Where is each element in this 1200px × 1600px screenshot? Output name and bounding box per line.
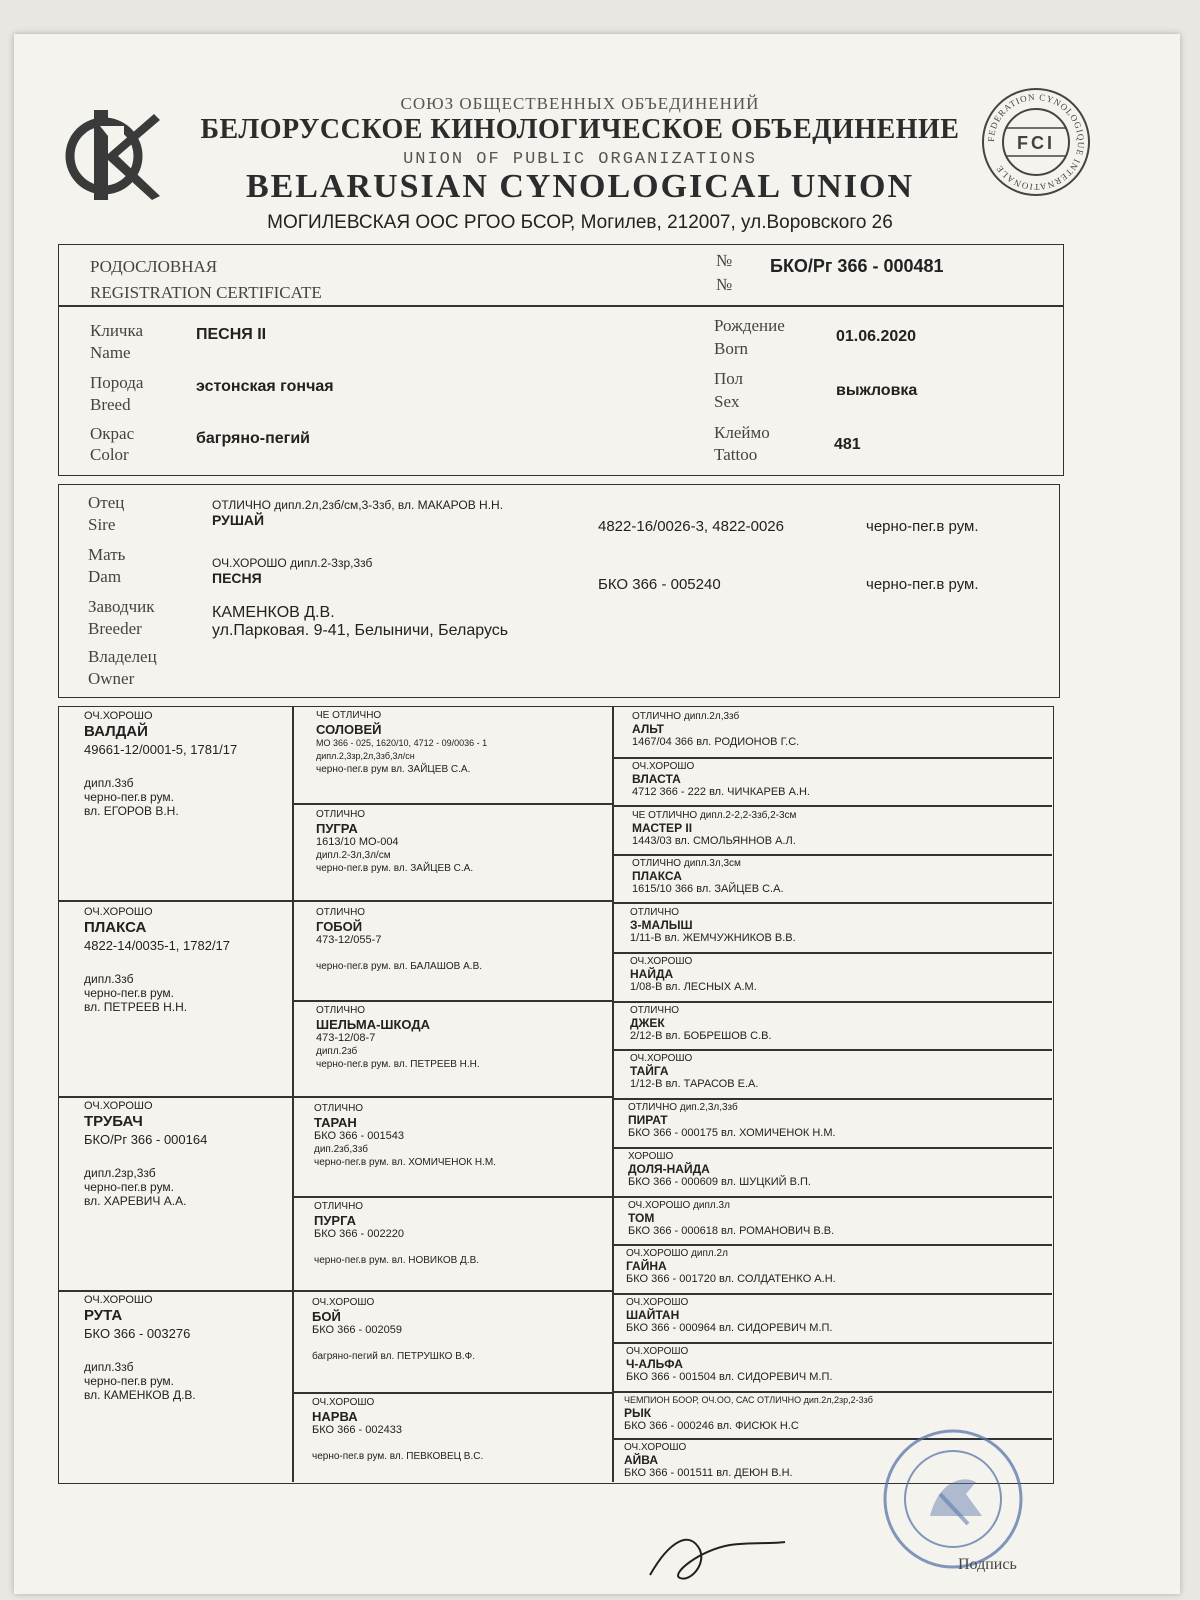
ancestor-color: черно-пег.в рум. xyxy=(84,1180,175,1194)
ancestor-name: ДОЛЯ-НАЙДА xyxy=(628,1162,710,1176)
ancestor-title: ОЧ.ХОРОШО xyxy=(630,1053,693,1064)
ancestor-name: ДЖЕК xyxy=(630,1016,665,1030)
ancestor-name: ПЛАКСА xyxy=(632,869,682,883)
breeder-label-en: Breeder xyxy=(88,619,142,638)
gen2-ancestor xyxy=(316,808,606,875)
ancestor-line1: 473-12/08-7 xyxy=(316,1032,376,1044)
gen1-ancestor xyxy=(84,710,284,818)
gen3-divider xyxy=(612,952,1052,954)
ancestor-line: БКО 366 - 000618 вл. РОМАНОВИЧ В.В. xyxy=(628,1225,835,1237)
dog-sex: выжловка xyxy=(836,382,918,399)
gen1-ancestor xyxy=(84,1294,284,1402)
gen2-ancestor xyxy=(316,906,606,973)
gen2-ancestor xyxy=(314,1200,604,1267)
ancestor-name: АЛЬТ xyxy=(632,722,664,736)
breeder-address: ул.Парковая. 9-41, Белыничи, Беларусь xyxy=(212,622,509,639)
gen3-divider xyxy=(612,1098,1052,1100)
ancestor-line3: черно-пег.в рум. вл. БАЛАШОВ А.В. xyxy=(316,961,483,972)
gen3-divider xyxy=(612,1293,1052,1295)
ancestor-line3: черно-пег.в рум вл. ЗАЙЦЕВ С.А. xyxy=(316,764,471,775)
ancestor-name: РУТА xyxy=(84,1307,123,1324)
ancestor-name: НАЙДА xyxy=(630,967,674,981)
ancestor-line3: черно-пег.в рум. вл. ПЕТРЕЕВ Н.Н. xyxy=(316,1059,480,1070)
signature-scribble xyxy=(640,1520,790,1590)
ancestor-title: ОТЛИЧНО дипл.3л,3см xyxy=(632,858,741,869)
breed-label-en: Breed xyxy=(90,395,131,414)
owner-label-ru: Владелец xyxy=(88,647,157,666)
ancestor-line: БКО 366 - 001504 вл. СИДОРЕВИЧ М.П. xyxy=(626,1371,833,1383)
ancestor-name: ГОБОЙ xyxy=(316,919,363,934)
ancestor-title: ЧЕ ОТЛИЧНО xyxy=(316,710,382,721)
ancestor-reg: 49661-12/0001-5, 1781/17 xyxy=(84,742,238,757)
ancestor-name: ТОМ xyxy=(628,1211,655,1225)
ancestor-line2: дипл.2зб xyxy=(316,1046,358,1057)
gen2-divider xyxy=(292,1290,614,1292)
dog-color: багряно-пегий xyxy=(196,430,311,447)
sire-titles: ОТЛИЧНО дипл.2л,2зб/см,3-3зб, вл. МАКАРОВ Н.Н. xyxy=(212,498,504,512)
gen3-divider xyxy=(612,1147,1052,1149)
fci-text: FCI xyxy=(1017,133,1055,153)
ancestor-name: ПЛАКСА xyxy=(84,919,147,936)
union-ru-heading: СОЮЗ ОБЩЕСТВЕННЫХ ОБЪЕДИНЕНИЙ xyxy=(400,94,760,113)
ancestor-line3: черно-пег.в рум. вл. ХОМИЧЕНОК Н.М. xyxy=(314,1157,496,1168)
ancestor-title: ОЧ.ХОРОШО дипл.2л xyxy=(626,1248,728,1259)
ancestor-line: 1/12-В вл. ТАРАСОВ Е.А. xyxy=(630,1078,759,1090)
sire-reg: 4822-16/0026-3, 4822-0026 xyxy=(598,518,784,535)
ancestor-title: ОТЛИЧНО xyxy=(316,809,366,820)
ancestor-title: ОТЛИЧНО дипл.2л,3зб xyxy=(632,711,740,722)
ancestor-title: ОЧ.ХОРОШО xyxy=(626,1297,689,1308)
ancestor-diploma: дипл.3зб xyxy=(84,972,134,986)
ancestor-name: ГАЙНА xyxy=(626,1259,667,1273)
gen3-ancestor xyxy=(626,1345,1042,1384)
born-label-ru: Рождение xyxy=(714,316,785,335)
owner-label-en: Owner xyxy=(88,669,135,688)
ancestor-title: ОЧ.ХОРОШО xyxy=(626,1346,689,1357)
ancestor-name: ПУГРА xyxy=(316,821,358,836)
ancestor-owner: вл. ЕГОРОВ В.Н. xyxy=(84,804,179,818)
ancestor-line1: БКО 366 - 001543 xyxy=(314,1130,404,1142)
ancestor-title: ОЧ.ХОРОШО xyxy=(630,956,693,967)
ancestor-line: БКО 366 - 000964 вл. СИДОРЕВИЧ М.П. xyxy=(626,1322,833,1334)
dam-label-ru: Мать xyxy=(88,545,126,564)
ancestor-owner: вл. КАМЕНКОВ Д.В. xyxy=(84,1388,196,1402)
tattoo-label-en: Tattoo xyxy=(714,445,758,464)
born-label-en: Born xyxy=(714,339,748,358)
gen3-divider xyxy=(612,805,1052,807)
ancestor-title: ЧЕМПИОН БООР, ОЧ.ОО, САС ОТЛИЧНО дип.2л,2зр,2-3зб xyxy=(624,1395,873,1405)
gen1-divider xyxy=(58,1290,294,1292)
gen3-ancestor xyxy=(630,955,1046,994)
ancestor-line: 4712 366 - 222 вл. ЧИЧКАРЕВ А.Н. xyxy=(632,786,810,798)
ancestor-name: ТРУБАЧ xyxy=(84,1113,143,1130)
gen3-divider xyxy=(612,854,1052,856)
ancestor-title: ОТЛИЧНО xyxy=(630,907,680,918)
breed-label-ru: Порода xyxy=(90,373,144,392)
gen3-divider xyxy=(612,902,1052,904)
ancestor-reg: БКО/Рг 366 - 000164 xyxy=(84,1132,208,1147)
sire-label-en: Sire xyxy=(88,515,116,534)
ancestor-color: черно-пег.в рум. xyxy=(84,1374,175,1388)
ancestor-name: ШЕЛЬМА-ШКОДА xyxy=(316,1017,431,1032)
ancestor-title: ОТЛИЧНО xyxy=(316,907,366,918)
gen2-ancestor xyxy=(316,1004,606,1071)
ancestor-title: ОЧ.ХОРОШО xyxy=(632,761,695,772)
ancestor-line: 2/12-В вл. БОБРЕШОВ С.В. xyxy=(630,1030,772,1042)
dog-tattoo: 481 xyxy=(834,436,861,453)
ancestor-title: ОЧ.ХОРОШО xyxy=(84,710,153,722)
ancestor-title: ОТЛИЧНО xyxy=(630,1005,680,1016)
gen3-divider xyxy=(612,1196,1052,1198)
dam-color: черно-пег.в рум. xyxy=(866,576,979,593)
ancestor-line: БКО 366 - 000246 вл. ФИСЮК Н.С xyxy=(624,1420,799,1432)
certificate-label-ru: РОДОСЛОВНАЯ xyxy=(90,257,218,276)
sire-name: РУШАЙ xyxy=(212,512,265,528)
ancestor-diploma: дипл.3зб xyxy=(84,776,134,790)
name-label-ru: Кличка xyxy=(90,321,144,340)
gen1-divider xyxy=(58,900,294,902)
dog-breed: эстонская гончая xyxy=(196,378,334,395)
ancestor-color: черно-пег.в рум. xyxy=(84,986,175,1000)
registration-number: БКО/Рг 366 - 000481 xyxy=(770,256,944,276)
ancestor-owner: вл. ПЕТРЕЕВ Н.Н. xyxy=(84,1000,188,1014)
dam-reg: БКО 366 - 005240 xyxy=(598,576,721,593)
gen1-divider xyxy=(58,1096,294,1098)
gen3-ancestor xyxy=(626,1296,1042,1335)
ancestor-name: ВЛАСТА xyxy=(632,772,681,786)
gen3-divider xyxy=(612,1049,1052,1051)
ancestor-line1: 473-12/055-7 xyxy=(316,934,382,946)
title-ru-heading: БЕЛОРУССКОЕ КИНОЛОГИЧЕСКОЕ ОБЪЕДИНЕНИЕ xyxy=(200,114,960,145)
gen2-divider xyxy=(292,1196,614,1198)
ancestor-line: 1443/03 вл. СМОЛЬЯННОВ А.Л. xyxy=(632,835,796,847)
dog-born: 01.06.2020 xyxy=(836,328,917,345)
ancestor-title: ОТЛИЧНО xyxy=(314,1103,364,1114)
ancestor-title: ОЧ.ХОРОШО дипл.3л xyxy=(628,1200,730,1211)
sex-label-ru: Пол xyxy=(714,369,744,388)
gen3-ancestor xyxy=(628,1150,1044,1189)
ancestor-name: ТАЙГА xyxy=(630,1064,669,1078)
breeder-name: КАМЕНКОВ Д.В. xyxy=(212,604,335,621)
pedigree-col-divider-1 xyxy=(292,706,294,1482)
gen3-ancestor xyxy=(632,760,1048,799)
ancestor-name: З-МАЛЫШ xyxy=(630,918,693,932)
gen2-divider xyxy=(292,900,614,902)
ancestor-name: БОЙ xyxy=(312,1309,341,1324)
ancestor-line: БКО 366 - 001511 вл. ДЕЮН В.Н. xyxy=(624,1467,793,1479)
union-en-heading: UNION OF PUBLIC ORGANIZATIONS xyxy=(403,150,757,169)
name-label-en: Name xyxy=(90,343,131,362)
ancestor-name: ТАРАН xyxy=(314,1115,357,1130)
ancestor-name: ПИРАТ xyxy=(628,1113,668,1127)
sire-color: черно-пег.в рум. xyxy=(866,518,979,535)
ancestor-title: ОЧ.ХОРОШО xyxy=(84,906,153,918)
ancestor-line: БКО 366 - 000609 вл. ШУЦКИЙ В.П. xyxy=(628,1176,811,1188)
ancestor-line1: БКО 366 - 002433 xyxy=(312,1424,402,1436)
gen3-divider xyxy=(612,1342,1052,1344)
title-en-heading: BELARUSIAN CYNOLOGICAL UNION xyxy=(245,168,915,205)
sex-label-en: Sex xyxy=(714,392,740,411)
ancestor-name: ВАЛДАЙ xyxy=(84,723,148,740)
ancestor-name: МАСТЕР II xyxy=(632,821,693,835)
ancestor-line: 1/08-В вл. ЛЕСНЫХ А.М. xyxy=(630,981,757,993)
ancestor-line: 1467/04 366 вл. РОДИОНОВ Г.С. xyxy=(632,736,800,748)
fci-logo xyxy=(980,86,1092,198)
gen3-ancestor xyxy=(632,809,1048,848)
color-label-ru: Окрас xyxy=(90,424,135,443)
color-label-en: Color xyxy=(90,445,129,464)
ancestor-color: черно-пег.в рум. xyxy=(84,790,175,804)
ancestor-line3: черно-пег.в рум. вл. ПЕВКОВЕЦ В.С. xyxy=(312,1451,484,1462)
ancestor-name: РЫК xyxy=(624,1406,652,1420)
ancestor-line: БКО 366 - 001720 вл. СОЛДАТЕНКО А.Н. xyxy=(626,1273,836,1285)
ancestor-line2: дипл.2,3зр,2л,3зб,3л/сн xyxy=(316,751,415,761)
dam-label-en: Dam xyxy=(88,567,122,586)
ancestor-line2: дип.2зб,3зб xyxy=(314,1144,368,1155)
gen2-ancestor xyxy=(312,1396,602,1463)
ancestor-diploma: дипл.2зр,3зб xyxy=(84,1166,156,1180)
gen2-ancestor xyxy=(314,1102,604,1169)
ancestor-title: ОТЛИЧНО xyxy=(314,1201,364,1212)
ancestor-title: ОЧ.ХОРОШО xyxy=(84,1294,153,1306)
ancestor-line: 1615/10 366 вл. ЗАЙЦЕВ С.А. xyxy=(632,883,784,895)
ancestor-title: ОЧ.ХОРОШО xyxy=(624,1442,687,1453)
ancestor-line2: дипл.2-3л,3л/см xyxy=(316,850,391,861)
gen2-divider xyxy=(292,1096,614,1098)
ancestor-reg: БКО 366 - 003276 xyxy=(84,1326,191,1341)
ancestor-title: ОЧ.ХОРОШО xyxy=(312,1297,375,1308)
gen2-divider xyxy=(292,1392,614,1394)
ancestor-title: ХОРОШО xyxy=(628,1151,674,1162)
gen1-ancestor xyxy=(84,906,284,1014)
gen3-divider xyxy=(612,757,1052,759)
ancestor-reg: 4822-14/0035-1, 1782/17 xyxy=(84,938,231,953)
ancestor-diploma: дипл.3зб xyxy=(84,1360,134,1374)
dam-name: ПЕСНЯ xyxy=(212,570,262,586)
official-stamp xyxy=(868,1424,1038,1574)
number-sign-2: № xyxy=(716,275,733,294)
ancestor-name: ПУРГА xyxy=(314,1213,357,1228)
gen2-ancestor xyxy=(312,1296,602,1363)
ancestor-name: СОЛОВЕЙ xyxy=(316,722,382,737)
signature-label: Подпись xyxy=(958,1556,1017,1573)
gen2-divider xyxy=(292,1000,614,1002)
gen3-ancestor xyxy=(632,857,1048,896)
ancestor-owner: вл. ХАРЕВИЧ А.А. xyxy=(84,1194,187,1208)
ancestor-name: НАРВА xyxy=(312,1409,358,1424)
ancestor-title: ОТЛИЧНО xyxy=(316,1005,366,1016)
ancestor-line1: МО 366 - 025, 1620/10, 4712 - 09/0036 - 1 xyxy=(316,738,488,748)
gen3-ancestor xyxy=(630,906,1046,945)
breeder-label-ru: Заводчик xyxy=(88,597,155,616)
ancestor-line1: БКО 366 - 002220 xyxy=(314,1228,404,1240)
gen3-divider xyxy=(612,1244,1052,1246)
gen2-divider xyxy=(292,803,614,805)
ancestor-line: БКО 366 - 000175 вл. ХОМИЧЕНОК Н.М. xyxy=(628,1127,836,1139)
ancestor-name: ШАЙТАН xyxy=(626,1308,680,1322)
tattoo-label-ru: Клеймо xyxy=(714,423,770,442)
ancestor-line3: черно-пег.в рум. вл. НОВИКОВ Д.В. xyxy=(314,1255,480,1266)
ancestor-line1: 1613/10 МО-004 xyxy=(316,836,399,848)
ancestor-name: АЙВА xyxy=(624,1453,659,1467)
gen3-divider xyxy=(612,1391,1052,1393)
gen3-ancestor xyxy=(630,1004,1046,1043)
ancestor-line: 1/11-В вл. ЖЕМЧУЖНИКОВ В.В. xyxy=(630,932,796,944)
bk-logo xyxy=(62,104,162,204)
certificate-label-en: REGISTRATION CERTIFICATE xyxy=(90,283,322,302)
gen1-ancestor xyxy=(84,1100,284,1208)
sire-label-ru: Отец xyxy=(88,493,125,512)
gen3-divider xyxy=(612,1001,1052,1003)
ancestor-line1: БКО 366 - 002059 xyxy=(312,1324,402,1336)
gen3-ancestor xyxy=(632,710,1048,749)
ancestor-line3: черно-пег.в рум. вл. ЗАЙЦЕВ С.А. xyxy=(316,863,474,874)
pedigree-col-divider-2 xyxy=(612,706,614,1482)
gen3-ancestor xyxy=(630,1052,1046,1091)
ancestor-line3: багряно-пегий вл. ПЕТРУШКО В.Ф. xyxy=(312,1351,476,1362)
gen2-ancestor xyxy=(316,709,606,776)
address-line: МОГИЛЕВСКАЯ ООС РГОО БСОР, Могилев, 212007, ул.Воровского 26 xyxy=(267,212,893,233)
gen3-ancestor xyxy=(628,1101,1044,1140)
fci-ring-text: FEDERATION CYNOLOGIQUE INTERNATIONALE xyxy=(985,91,1087,193)
ancestor-title: ОЧ.ХОРОШО xyxy=(312,1397,375,1408)
ancestor-title: ОТЛИЧНО дип.2,3л,3зб xyxy=(628,1102,738,1113)
gen3-ancestor xyxy=(628,1199,1044,1238)
ancestor-title: ОЧ.ХОРОШО xyxy=(84,1100,153,1112)
ancestor-name: Ч-АЛЬФА xyxy=(626,1357,683,1371)
dog-name: ПЕСНЯ II xyxy=(196,326,267,343)
number-sign: № xyxy=(716,251,733,270)
dam-titles: ОЧ.ХОРОШО дипл.2-3зр,3зб xyxy=(212,556,373,570)
ancestor-title: ЧЕ ОТЛИЧНО дипл.2-2,2-3зб,2-3см xyxy=(632,810,797,821)
gen3-ancestor xyxy=(626,1247,1042,1286)
